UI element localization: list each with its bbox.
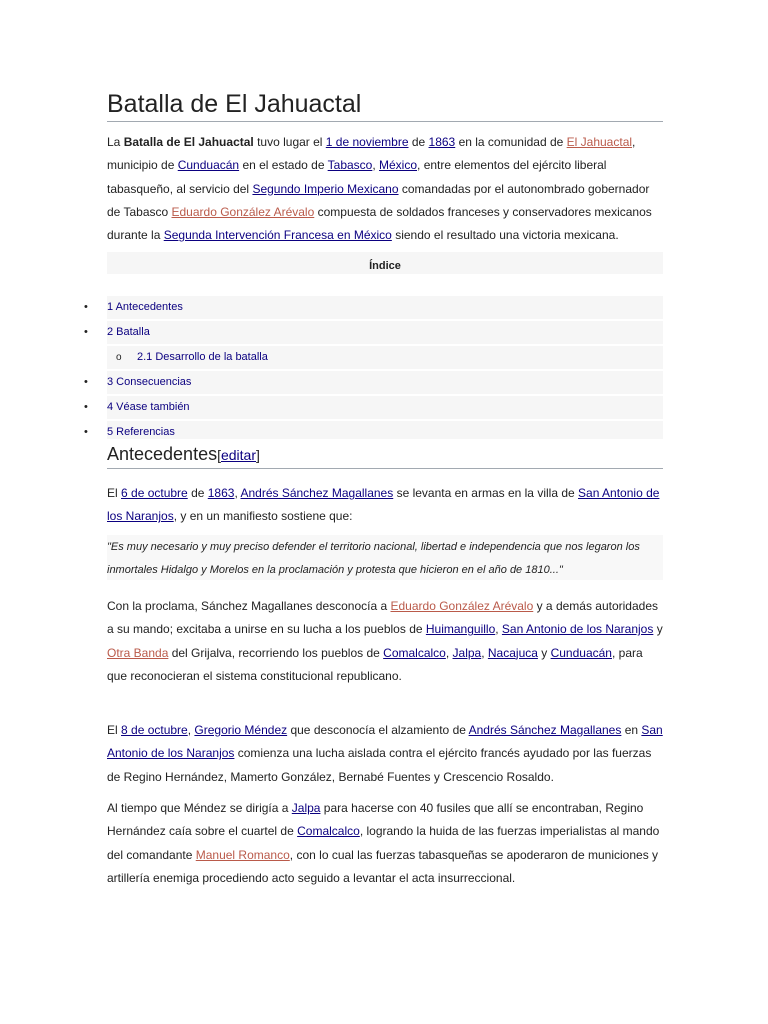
intro-paragraph xyxy=(107,131,663,247)
toc-bullet: • xyxy=(84,376,88,388)
intro-text: comandadas por el autonombrado gobernador de Tabasco xyxy=(107,181,650,219)
toc-sub-bullet: o xyxy=(116,352,122,363)
p2-text: , xyxy=(445,645,453,660)
toc-title: Índice xyxy=(107,252,663,274)
p3-text: comienza una lucha aislada contra el ejército francés ayudado por las fuerzas de Regino Hernández, Mamerto González, Bernabé Fuentes y Crescencio Rosaldo. xyxy=(107,746,652,784)
link-el-jahuactal[interactable]: El Jahuactal xyxy=(566,135,633,149)
intro-text: , entre elementos del ejército liberal tabasqueño, al servicio del xyxy=(107,158,607,196)
paragraph-4 xyxy=(107,797,663,890)
toc-link-consecuencias[interactable]: 3 Consecuencias xyxy=(107,376,192,388)
toc-row xyxy=(107,371,663,394)
link-san-antonio[interactable]: San Antonio de los Naranjos xyxy=(107,723,663,761)
edit-link[interactable]: editar xyxy=(220,447,257,463)
p3-text: que desconocía el alzamiento de xyxy=(287,723,469,737)
link-segunda-intervencion[interactable]: Segunda Intervención Francesa en México xyxy=(163,228,392,243)
toc-link-referencias[interactable]: 5 Referencias xyxy=(107,426,175,438)
link-gregorio-mendez[interactable]: Gregorio Méndez xyxy=(194,723,288,737)
link-date[interactable]: 1 de noviembre xyxy=(325,135,409,149)
toc-bullet: • xyxy=(84,326,88,338)
link-huimanguillo[interactable]: Huimanguillo xyxy=(425,622,496,637)
link-mexico[interactable]: México xyxy=(379,158,418,173)
link-nacajuca[interactable]: Nacajuca xyxy=(487,645,538,660)
p3-text: en xyxy=(621,723,642,737)
p2-text: Con la proclama, Sánchez Magallanes desconocía a xyxy=(107,599,391,613)
toc-bullet: • xyxy=(84,401,88,413)
intro-text: , municipio de xyxy=(107,135,636,173)
p4-text: , logrando la huida de las fuerzas imperialistas al mando del comandante xyxy=(107,824,660,862)
link-san-antonio[interactable]: San Antonio de los Naranjos xyxy=(501,622,654,637)
p2-text: y xyxy=(537,645,551,660)
link-year[interactable]: 1863 xyxy=(428,135,456,149)
link-comalcalco[interactable]: Comalcalco xyxy=(297,824,360,839)
toc-link-batalla[interactable]: 2 Batalla xyxy=(107,326,150,338)
link-andres-sanchez[interactable]: Andrés Sánchez Magallanes xyxy=(468,723,622,737)
intro-text: de xyxy=(408,135,429,149)
link-eduardo-gonzalez[interactable]: Eduardo González Arévalo xyxy=(171,204,315,219)
link-year[interactable]: 1863 xyxy=(207,486,235,500)
p2-text: y a demás autoridades a su mando; excitaba a unirse en su lucha a los pueblos de xyxy=(107,599,659,637)
intro-text: siendo el resultado una victoria mexicana. xyxy=(391,228,619,243)
paragraph-3 xyxy=(107,719,663,789)
intro-text: La xyxy=(107,135,124,149)
edit-section xyxy=(217,447,260,463)
link-jalpa[interactable]: Jalpa xyxy=(291,801,321,815)
paragraph-2 xyxy=(107,595,663,688)
link-otra-banda[interactable]: Otra Banda xyxy=(107,645,169,660)
paragraph-1 xyxy=(107,482,663,529)
toc-link-antecedentes[interactable]: 1 Antecedentes xyxy=(107,301,183,313)
toc-bullet: • xyxy=(84,301,88,313)
link-cunduacan[interactable]: Cunduacán xyxy=(550,645,612,660)
p1-text: de xyxy=(187,486,208,500)
p2-text: del Grijalva, recorriendo los pueblos de xyxy=(168,645,384,660)
toc-link-vease-tambien[interactable]: 4 Véase también xyxy=(107,401,190,413)
section-heading xyxy=(107,441,663,469)
intro-text: en la comunidad de xyxy=(455,135,567,149)
toc-bullet: • xyxy=(84,426,88,438)
link-8-octubre[interactable]: 8 de octubre xyxy=(121,723,188,737)
toc-row xyxy=(107,396,663,419)
p2-text: , xyxy=(481,645,488,660)
link-manuel-romanco[interactable]: Manuel Romanco xyxy=(195,847,290,862)
edit-bracket-open: [ xyxy=(217,447,221,463)
edit-bracket-close: ] xyxy=(256,447,260,463)
link-cunduacan[interactable]: Cunduacán xyxy=(177,158,240,173)
p1-text: se levanta en armas en la villa de xyxy=(393,486,579,500)
intro-bold-title: Batalla de El Jahuactal xyxy=(123,135,254,149)
page-title: Batalla de El Jahuactal xyxy=(107,88,663,122)
link-segundo-imperio[interactable]: Segundo Imperio Mexicano xyxy=(252,181,399,196)
toc-row xyxy=(107,296,663,319)
link-jalpa[interactable]: Jalpa xyxy=(452,645,482,660)
link-comalcalco[interactable]: Comalcalco xyxy=(383,645,446,660)
p2-text: , xyxy=(495,622,502,637)
blockquote: "Es muy necesario y muy preciso defender el territorio nacional, libertad e independencia que nos legaron los inmortales Hidalgo y Morelos en la proclamación y protesta que hicieron en el año de 1810..." xyxy=(107,535,663,580)
p3-text: El xyxy=(107,723,122,737)
link-eduardo-gonzalez[interactable]: Eduardo González Arévalo xyxy=(390,599,534,613)
p4-text: Al tiempo que Méndez se dirigía a xyxy=(107,801,292,815)
toc-row xyxy=(107,346,663,369)
toc-row xyxy=(107,421,663,439)
toc-row xyxy=(107,321,663,344)
intro-text: tuvo lugar el xyxy=(253,135,326,149)
link-tabasco[interactable]: Tabasco xyxy=(327,158,373,173)
intro-text: en el estado de xyxy=(239,158,328,173)
p2-text: y xyxy=(653,622,663,637)
p3-text: , xyxy=(187,723,195,737)
p4-text: para hacerse con 40 fusiles que allí se encontraban, Regino Hernández caía sobre el cuartel de xyxy=(107,801,644,839)
intro-text: , xyxy=(372,158,380,173)
link-andres-sanchez[interactable]: Andrés Sánchez Magallanes xyxy=(240,486,394,500)
p2-text: , para que reconocieran el sistema constitucional republicano. xyxy=(107,645,643,683)
section-heading-text: Antecedentes xyxy=(107,444,218,464)
p4-text: , con lo cual las fuerzas tabasqueñas se apoderaron de municiones y artillería enemiga procediendo acto seguido a levantar el acta insurreccional. xyxy=(107,847,659,885)
link-san-antonio[interactable]: San Antonio de los Naranjos xyxy=(107,486,660,524)
p1-text: , y en un manifiesto sostiene que: xyxy=(173,509,353,524)
link-6-octubre[interactable]: 6 de octubre xyxy=(121,486,188,500)
p1-text: El xyxy=(107,486,122,500)
intro-text: compuesta de soldados franceses y conservadores mexicanos durante la xyxy=(107,204,652,243)
toc-link-desarrollo[interactable]: 2.1 Desarrollo de la batalla xyxy=(137,351,268,363)
p1-text: , xyxy=(234,486,241,500)
